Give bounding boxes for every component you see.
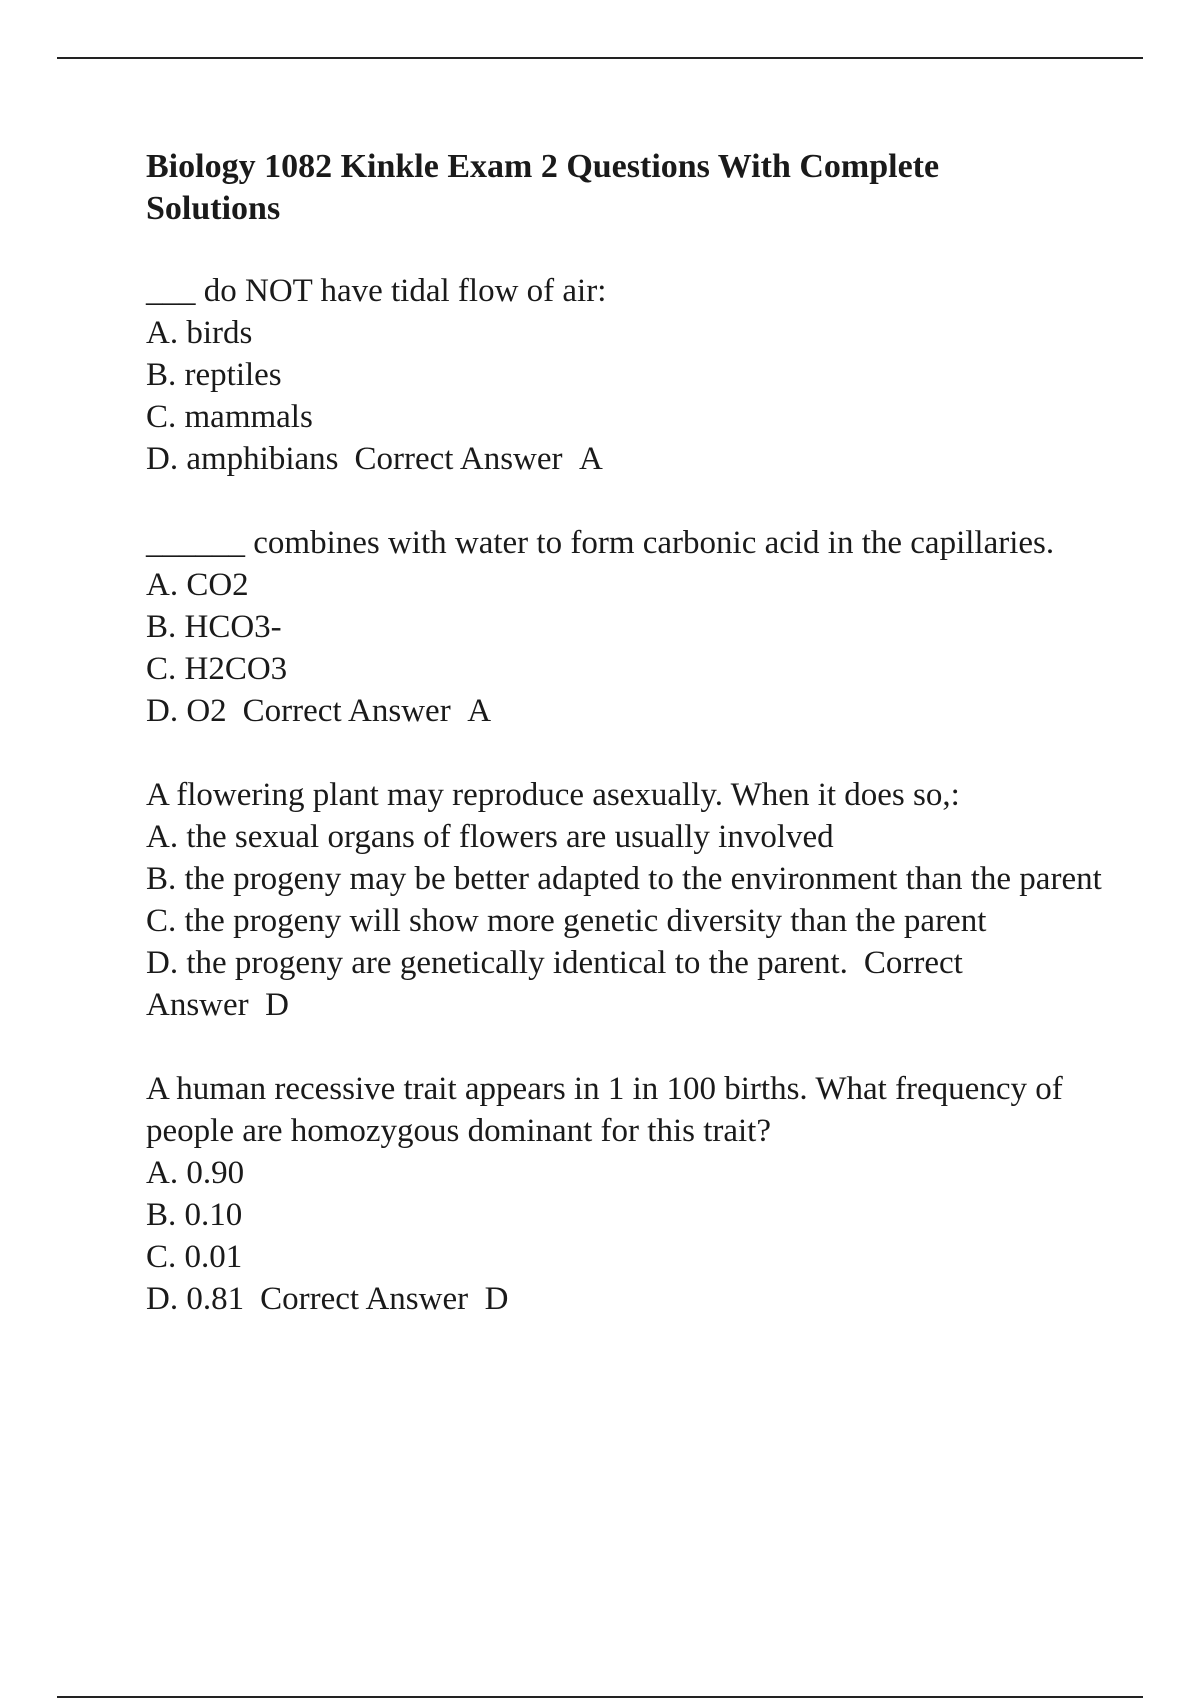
option-d (146, 690, 1106, 732)
document-title: Biology 1082 Kinkle Exam 2 Questions With Complete Solutions (146, 148, 940, 227)
document-body (146, 146, 1106, 1362)
question-prompt: ______ combines with water to form carbonic acid in the capillaries. (146, 525, 1055, 561)
option-d (146, 438, 1106, 480)
option-c: C. H2CO3 (146, 651, 288, 687)
option-b: B. reptiles (146, 357, 282, 393)
question-1 (146, 270, 1106, 480)
question-prompt: ___ do NOT have tidal flow of air: (146, 273, 607, 309)
correct-answer-value: A (579, 441, 603, 477)
option-d-text: D. O2 (146, 693, 227, 729)
question-prompt: A human recessive trait appears in 1 in 100 births. What frequency of people are homozygous dominant for this trait? (146, 1071, 1063, 1149)
header-rule (57, 57, 1143, 59)
option-b: B. HCO3- (146, 609, 282, 645)
correct-answer-value: A (467, 693, 492, 729)
correct-answer-label: Correct Answer (354, 441, 563, 477)
question-3 (146, 774, 1106, 1026)
question-prompt: A flowering plant may reproduce asexually. When it does so,: (146, 777, 960, 813)
option-a: A. CO2 (146, 567, 249, 603)
option-a: A. 0.90 (146, 1155, 245, 1191)
option-c: C. 0.01 (146, 1239, 243, 1275)
question-4 (146, 1068, 1106, 1320)
option-b: B. the progeny may be better adapted to the environment than the parent (146, 861, 1102, 897)
correct-answer-value: D (484, 1281, 509, 1317)
correct-answer-label: Correct Answer (242, 693, 451, 729)
option-c: C. mammals (146, 399, 313, 435)
option-b: B. 0.10 (146, 1197, 243, 1233)
correct-answer-value: D (265, 987, 289, 1023)
option-d (146, 1278, 1106, 1320)
correct-answer-label: Correct Answer (260, 1281, 469, 1317)
option-d-text: D. the progeny are genetically identical to the parent. (146, 945, 848, 981)
option-c: C. the progeny will show more genetic diversity than the parent (146, 903, 987, 939)
option-d-text: D. amphibians (146, 441, 339, 477)
footer-rule (57, 1696, 1143, 1698)
option-a: A. birds (146, 315, 253, 351)
option-a: A. the sexual organs of flowers are usually involved (146, 819, 834, 855)
correct-answer-label: Correct Answer (146, 945, 963, 1023)
option-d-text: D. 0.81 (146, 1281, 245, 1317)
option-d (146, 942, 1106, 1026)
question-2 (146, 522, 1106, 732)
